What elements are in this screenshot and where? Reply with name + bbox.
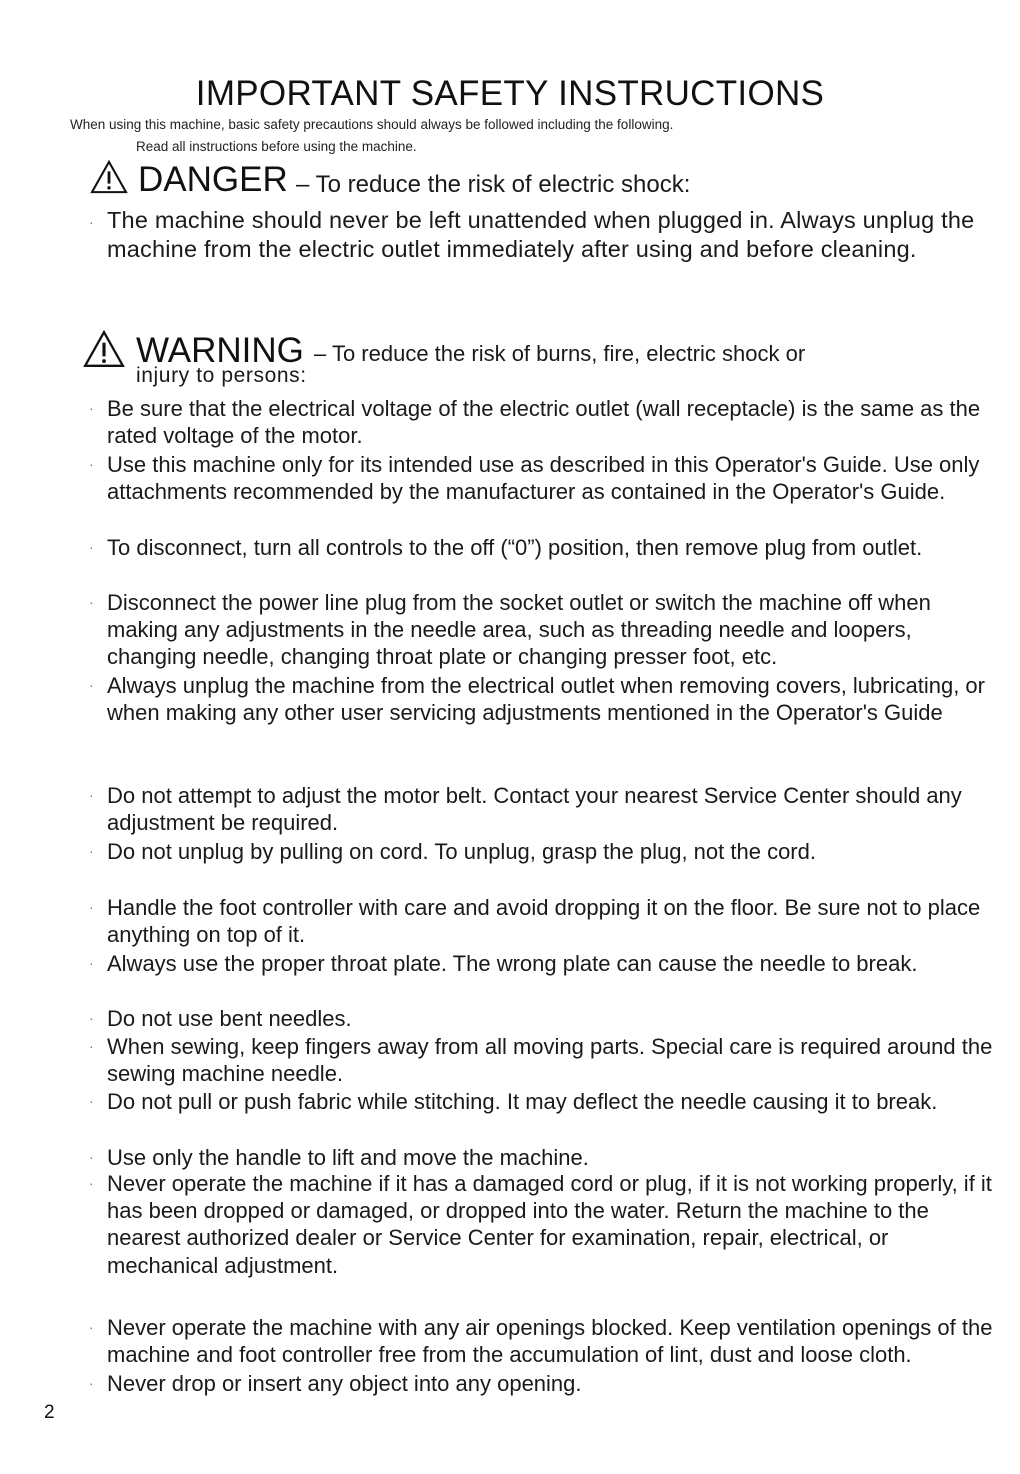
danger-subtitle: – To reduce the risk of electric shock: (296, 171, 691, 198)
warning-item: · Use only the handle to lift and move the machine. (107, 1144, 997, 1171)
intro-line-1: When using this machine, basic safety precautions should always be followed including the following. (70, 117, 674, 132)
warning-subtitle-continued: injury to persons: (136, 364, 307, 387)
warning-item: · To disconnect, turn all controls to the off (“0”) position, then remove plug from outlet. (107, 534, 997, 561)
warning-heading: WARNING (136, 331, 304, 370)
intro-line-2: Read all instructions before using the machine. (136, 139, 417, 154)
page-title: IMPORTANT SAFETY INSTRUCTIONS (195, 74, 825, 113)
page-number: 2 (44, 1402, 55, 1423)
warning-item: · Handle the foot controller with care and avoid dropping it on the floor. Be sure not to place anything on top of it. (107, 894, 997, 948)
warning-item: · Never operate the machine if it has a damaged cord or plug, if it is not working properly, if it has been dropped or damaged, or dropped into the water. Return the machine to the nearest authorized dealer or Service Center for examination, repair, electrical, or mechanical adjustment. (107, 1170, 997, 1279)
warning-triangle-icon (90, 160, 128, 194)
warning-item: · Do not unplug by pulling on cord. To unplug, grasp the plug, not the cord. (107, 838, 997, 865)
warning-triangle-icon (83, 330, 125, 368)
warning-item: · Be sure that the electrical voltage of the electric outlet (wall receptacle) is the same as the rated voltage of the motor. (107, 395, 997, 449)
warning-item: · When sewing, keep fingers away from all moving parts. Special care is required around the sewing machine needle. (107, 1033, 997, 1087)
warning-item: · Use this machine only for its intended use as described in this Operator's Guide. Use only attachments recommended by the manufacturer as contained in the Operator's Guide. (107, 451, 997, 505)
warning-item: · Always use the proper throat plate. The wrong plate can cause the needle to break. (107, 950, 997, 977)
danger-item: · The machine should never be left unattended when plugged in. Always unplug the machine from the electric outlet immediately after using and before cleaning. (107, 206, 997, 264)
warning-item: · Always unplug the machine from the electrical outlet when removing covers, lubricating, or when making any other user servicing adjustments mentioned in the Operator's Guide (107, 672, 997, 726)
warning-item: · Do not attempt to adjust the motor belt. Contact your nearest Service Center should any adjustment be required. (107, 782, 997, 836)
warning-item: · Do not pull or push fabric while stitching. It may deflect the needle causing it to break. (107, 1088, 997, 1115)
danger-heading: DANGER (138, 160, 288, 199)
warning-subtitle: – To reduce the risk of burns, fire, electric shock or (314, 341, 806, 366)
warning-item: · Never drop or insert any object into any opening. (107, 1370, 997, 1397)
warning-item: · Never operate the machine with any air openings blocked. Keep ventilation openings of the machine and foot controller free from the accumulation of lint, dust and loose cloth. (107, 1314, 997, 1368)
warning-item: · Do not use bent needles. (107, 1005, 997, 1032)
warning-item: · Disconnect the power line plug from the socket outlet or switch the machine off when making any adjustments in the needle area, such as threading needle and loopers, changing needle, changing throat plate or changing presser foot, etc. (107, 589, 997, 671)
